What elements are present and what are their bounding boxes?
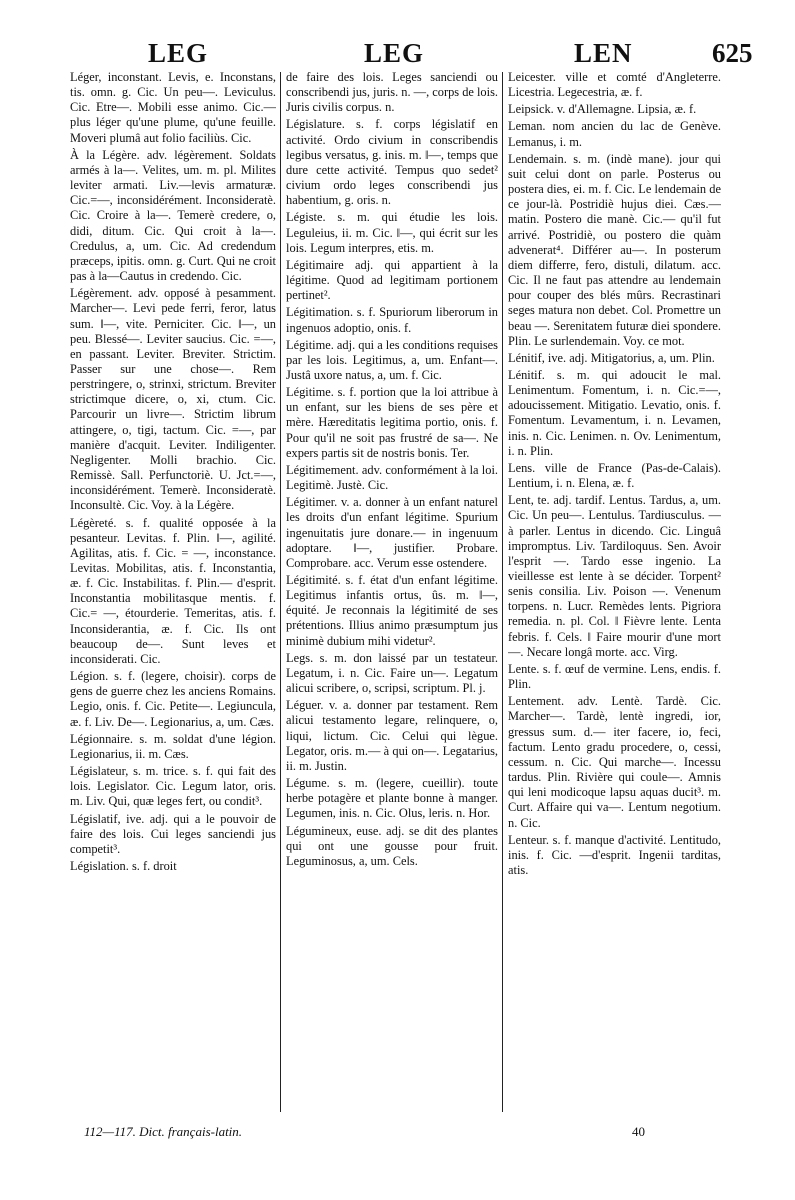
entry: Lendemain. s. m. (indè mane). jour qui suit celui dont on parle. Posterus ou postera dies, ei. m. f. Cic. Le lendemain de ce jour-là. Postridiè hujus diei. Cæs.— matin. Postero die manè. Cic.— qu'il fut arrivé. Postridiè, ou postero die quàm advenerat⁴. Différer au—. In posterum diem differre, fero, distuli, dilatum. acc. Cic. Il ne faut pas attendre au lendemain pour couper des blés mûrs. Recrastinari seges matura non debet. Col. Promettre un beau —. Serenitatem futuræ diei spondere. Plin. Le surlendemain. Voy. ce mot.	[508, 151, 721, 348]
entry: À la Légère. adv. légèrement. Soldats armés à la—. Velites, um. m. pl. Milites leviter armati. Liv.—levis armaturæ. Cic.=—, inconsidérément. Inconsideratè. Cic. Croire à la—. Temerè credere, o, didi, ditum. Cic. Qui croit à la—. Credulus, a, um. Cic. Ad credendum præceps, ipitis. omn. g. Curt. Qui ne croit pas à la—Cautus in credendo. Cic.	[70, 147, 276, 284]
entry: Légitimement. adv. conformément à la loi. Legitimè. Justè. Cic.	[286, 462, 498, 493]
sheet-number: 40	[632, 1124, 645, 1139]
entry: Légitimaire adj. qui appartient à la légitime. Quod ad legitimam portionem pertinet².	[286, 257, 498, 303]
entry: Lens. ville de France (Pas-de-Calais). Lentium, i. n. Elena, æ. f.	[508, 460, 721, 491]
entry: Légitimation. s. f. Spuriorum liberorum in ingenuos adoptio, onis. f.	[286, 305, 498, 335]
entry: Législature. s. f. corps législatif en activité. Ordo civium in conscribendis legibus versatus, g. inis. m. ‖—, temps que dure cette activité. Tempus quo sedet² civium ordo leges conscribendi jus habentium, g. oris. n.	[286, 117, 498, 208]
entry: Lente. s. f. œuf de vermine. Lens, endis. f. Plin.	[508, 661, 721, 692]
entry: Leipsick. v. d'Allemagne. Lipsia, æ. f.	[508, 102, 697, 117]
entry: Légitimité. s. f. état d'un enfant légitime. Legitimus infantis ortus, ûs. m. ‖—, équité. Je reconnais la légitimité de ses prétentions. Illius animo præsumptum jus minimè dubium mihi videtur².	[286, 573, 498, 648]
column-2	[286, 70, 498, 1112]
entry: Législation. s. f. droit	[70, 858, 177, 873]
entry: de faire des lois. Leges sanciendi ou conscribendi jus, juris. n. —, corps de lois. Juris civilis corpus. n.	[286, 70, 498, 115]
column-3	[508, 70, 721, 1112]
entry: Légèreté. s. f. qualité opposée à la pesanteur. Levitas. f. Plin. ‖—, agilité. Agilitas, atis. f. Cic. = —, inconstance. Levitas. Mobilitas, atis. f. Inconstantia, æ. f. Cic. Instabilitas. f. Plin.— d'esprit. Inconstantia mobilitasque mentis. f. Cic.= —, étourderie. Temeritas, atis. f. Inconsiderantia, æ. f. Cic. Ils ont beaucoup de—. Sunt leves et inconsiderati. Cic.	[70, 515, 276, 666]
entry: Léger, inconstant. Levis, e. Inconstans, tis. omn. g. Cic. Un peu—. Leviculus. Cic. Etre—. Mobili esse animo. Cic.—plus léger qu'une plume, qu'une feuille. Moveri plumâ aut folio faciliùs. Cic.	[70, 70, 276, 145]
entry: Lénitif. s. m. qui adoucit le mal. Lenimentum. Fomentum, i. n. Cic.=—, adoucissement. Mitigatio. Levatio, onis. f. Fomentum. Levamentum, i. n. Levamen, inis. n. Cic. Lenimen. n. Ov. Lenimentum, i. n. Plin.	[508, 367, 721, 458]
entry: Légitimer. v. a. donner à un enfant naturel les droits d'un enfant légitime. Spurium ingenuitatis jure donare.— in ingenuum adoptare. ‖—, justifier. Probare. Comprobare. acc. Verum esse ostendere.	[286, 495, 498, 570]
column-rule	[502, 72, 503, 1112]
column-1	[70, 70, 276, 1112]
entry: Leicester. ville et comté d'Angleterre. Licestria. Legecestria, æ. f.	[508, 70, 721, 100]
header-guideword-center: LEG	[364, 38, 425, 68]
header-guideword-right: LEN	[574, 38, 633, 68]
entry: Léguer. v. a. donner par testament. Rem alicui testamento legare, relinquere, o, liqui, lictum. Cic. Celui qui lègue. Legator, oris. m.— à qui on—. Legatarius, ii. m. Justin.	[286, 698, 498, 773]
page-number: 625	[712, 38, 753, 68]
header-guideword-left: LEG	[148, 38, 209, 68]
entry: Légume. s. m. (legere, cueillir). toute herbe potagère et plante bonne à manger. Legumen, inis. n. Cic. Olus, leris. n. Hor.	[286, 776, 498, 821]
entry: Législateur, s. m. trice. s. f. qui fait des lois. Legislator. Cic. Legum lator, oris. m. Liv. Qui, quæ leges fert, ou condit³.	[70, 764, 276, 809]
entry: Leman. nom ancien du lac de Genève. Lemanus, i. m.	[508, 119, 721, 149]
entry: Légèrement. adv. opposé à pesamment. Marcher—. Levi pede ferri, feror, latus sum. ‖—, vite. Perniciter. Cic. ‖—, un peu. Blessé—. Leviter saucius. Cic. =—, en passant. Leviter. Breviter. Strictim. Passer sur une chose—. Rem perstringere, o, strinxi, strictum. Breviter strictimque dicere, o, xi, ctum. Cic. Parcourir un livre—. Strictim librum attingere, o, tigi, tactum. Cic. =—, par manière d'acquit. Leviter. Indiligenter. Negligenter. Molli brachio. Cic. Remissè. Sall. Perfunctoriè. U. Jct.=—, inconsidérément. Temerè. Inconsideratè. Inconsultè. Cic. Voy. à la Légère.	[70, 286, 276, 513]
entry: Lénitif, ive. adj. Mitigatorius, a, um. Plin.	[508, 350, 715, 365]
entry: Lenteur. s. f. manque d'activité. Lentitudo, inis. f. Cic. —d'esprit. Ingenii tarditas, atis.	[508, 832, 721, 877]
entry: Légion. s. f. (legere, choisir). corps de gens de guerre chez les anciens Romains. Legio, onis. f. Cic. Petite—. Legiuncula, æ. f. Liv. De—. Legionarius, a, um. Cæs.	[70, 669, 276, 729]
entry: Légiste. s. m. qui étudie les lois. Leguleius, ii. m. Cic. ‖—, qui écrit sur les lois. Legum interpres, etis. m.	[286, 210, 498, 255]
entry: Légionnaire. s. m. soldat d'une légion. Legionarius, ii. m. Cæs.	[70, 731, 276, 761]
entry: Lent, te. adj. tardif. Lentus. Tardus, a, um. Cic. Un peu—. Lentulus. Tardiusculus. — à parler. Lentus in dicendo. Cic. Linguâ impromptus. Liv. Tardiloquus. Sen. Avoir l'esprit —. Tardo esse ingenio. La vieillesse est lente à se décider. Torpent² senis consilia. Liv. Poison —. Venenum torpens. n. Lucr. Remèdes lents. Pigriora remedia. n. pl. Col. ‖ Fièvre lente. Lenta febris. f. Cels. ‖ Faire mourir d'une mort—. Necare longâ morte. acc. Virg.	[508, 493, 721, 659]
entry: Législatif, ive. adj. qui a le pouvoir de faire des lois. Cui leges sanciendi jus competit³.	[70, 811, 276, 856]
page-footer	[0, 1124, 795, 1144]
entry: Légitime. s. f. portion que la loi attribue à un enfant, sur les biens de ses père et mère. Hæreditatis legitima portio, onis. f. Pour qu'il ne soit pas frustré de sa—. Ne expers partis sit de nostris bonis. Ter.	[286, 385, 498, 460]
signature-mark: 112—117. Dict. français-latin.	[84, 1124, 243, 1139]
running-header	[0, 38, 795, 70]
entry: Légitime. adj. qui a les conditions requises par les lois. Legitimus, a, um. Enfant—. Justâ uxore natus, a, um. f. Cic.	[286, 337, 498, 382]
entry: Lentement. adv. Lentè. Tardè. Cic. Marcher—. Tardè, lentè ingredi, ior, gressus sum. d.— iter facere, io, feci, factum. Lento gradu procedere, o, cessi, cessum. n. Cic. Qui marche—. Incessu tardus. Plin. Rivière qui coule—. Amnis qui leni modicoque lapsu aquas ducit³. m. Curt. Affaire qui va—. Lentum negotium. n. Cic.	[508, 694, 721, 830]
entry: Legs. s. m. don laissé par un testateur. Legatum, i. n. Cic. Faire un—. Legatum alicui scribere, o, scripsi, scriptum. Pl. j.	[286, 650, 498, 696]
entry: Légumineux, euse. adj. se dit des plantes qui ont une gousse pour fruit. Leguminosus, a, um. Cels.	[286, 823, 498, 868]
column-rule	[280, 72, 281, 1112]
